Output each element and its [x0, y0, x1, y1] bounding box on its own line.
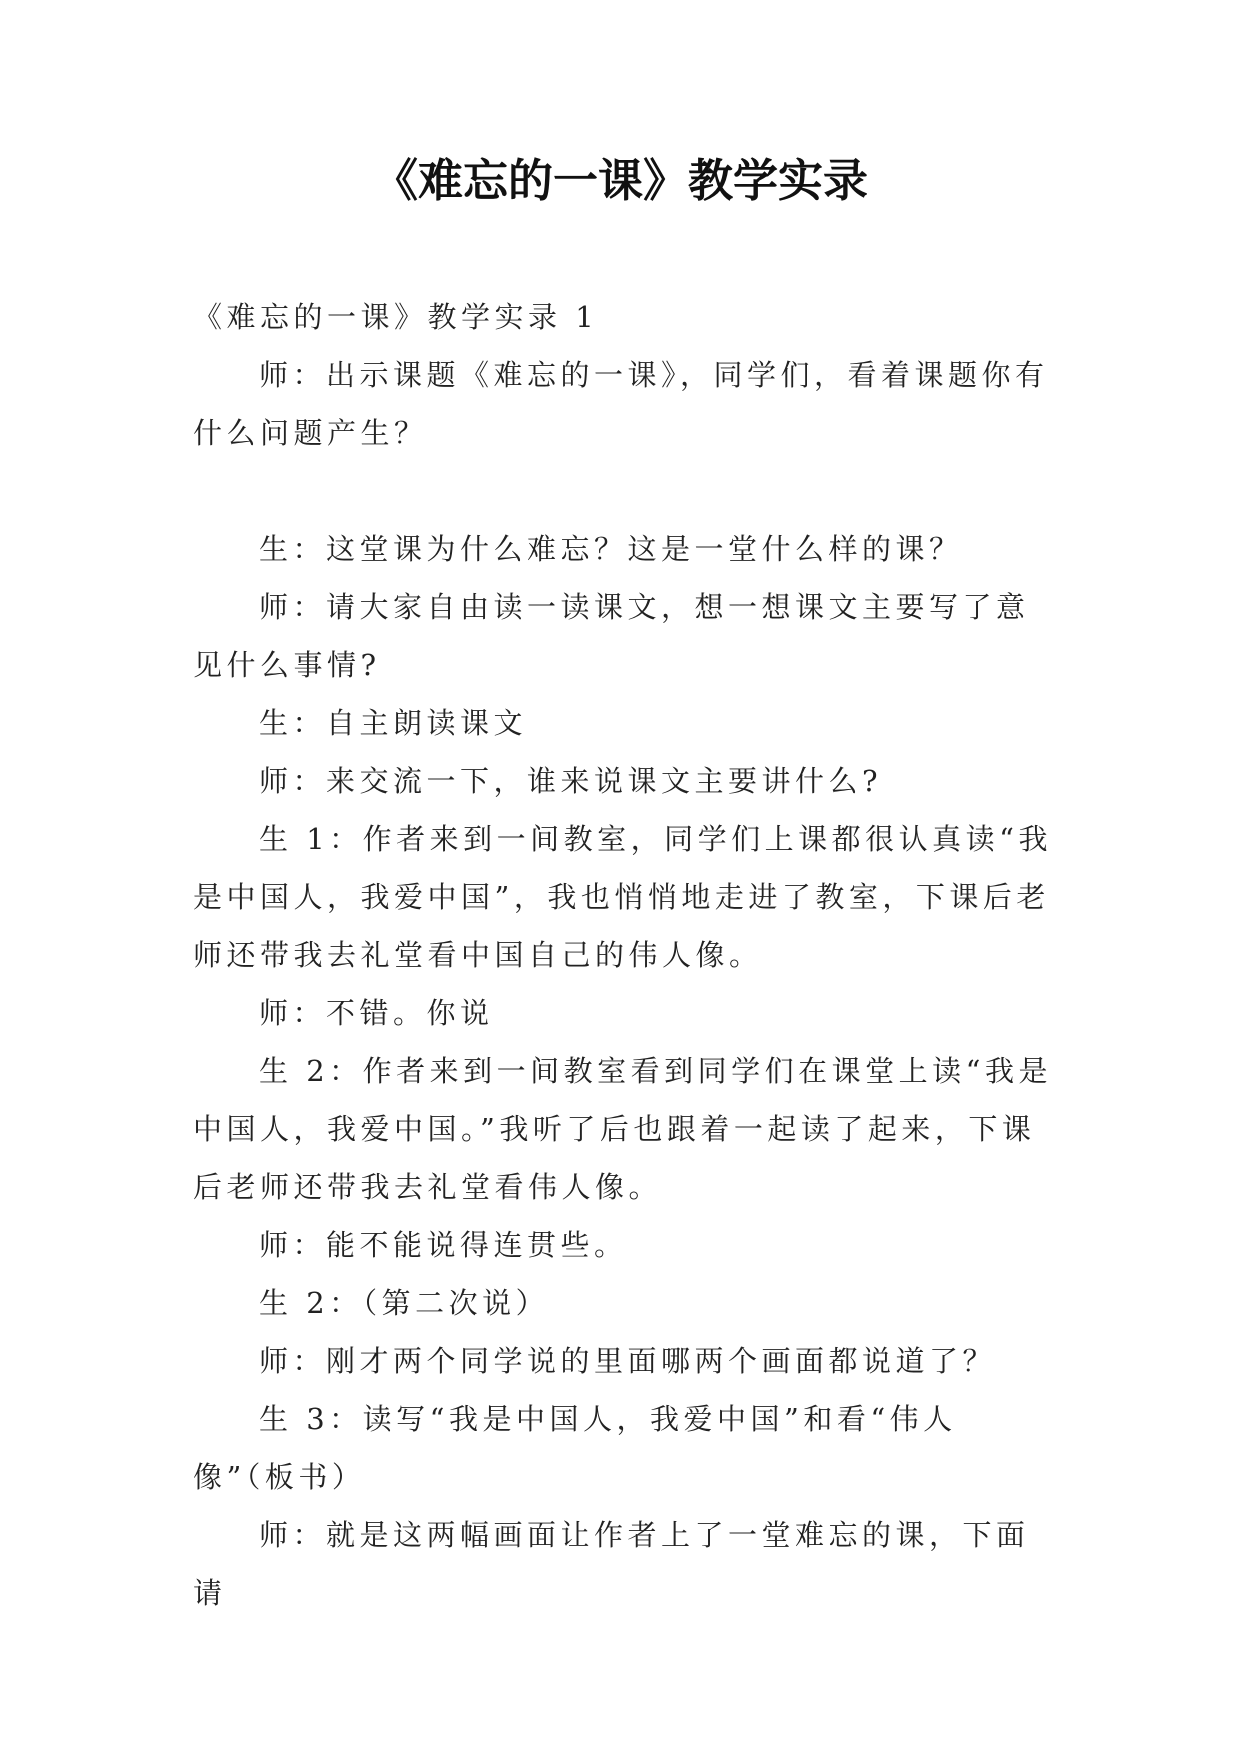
document-title: 《难忘的一课》教学实录: [372, 154, 868, 207]
paragraph: 生 3：读写“我是中国人，我爱中国”和看“伟人像”（板书）: [193, 1402, 957, 1494]
paragraph: 师：不错。你说: [259, 996, 494, 1030]
paragraph: 生：这堂课为什么难忘？这是一堂什么样的课？: [259, 532, 963, 566]
paragraph: 师：能不能说得连贯些。: [259, 1228, 628, 1262]
paragraph: 生：自主朗读课文: [259, 706, 528, 740]
paragraph: 师：请大家自由读一读课文，想一想课文主要写了意见什么事情?: [193, 590, 1030, 682]
paragraph: 师：出示课题《难忘的一课》，同学们，看着课题你有什么问题产生？: [193, 358, 1049, 450]
paragraph: 师：就是这两幅画面让作者上了一堂难忘的课，下面请: [193, 1518, 1030, 1610]
paragraph: 生 1：作者来到一间教室，同学们上课都很认真读“我是中国人，我爱中国”，我也悄悄地走进了教室，下课后老师还带我去礼堂看中国自己的伟人像。: [193, 822, 1052, 972]
paragraph: 生 2：（第二次说）: [259, 1286, 550, 1320]
document-body: [193, 288, 1057, 1622]
section-heading: 《难忘的一课》教学实录 1: [193, 300, 599, 334]
blank-line: [193, 462, 1057, 520]
paragraph: 师：刚才两个同学说的里面哪两个画面都说道了？: [259, 1344, 997, 1378]
paragraph: 生 2：作者来到一间教室看到同学们在课堂上读“我是中国人，我爱中国。”我听了后也跟着一起读了起来，下课后老师还带我去礼堂看伟人像。: [193, 1054, 1052, 1204]
paragraph: 师：来交流一下，谁来说课文主要讲什么?: [259, 764, 883, 798]
